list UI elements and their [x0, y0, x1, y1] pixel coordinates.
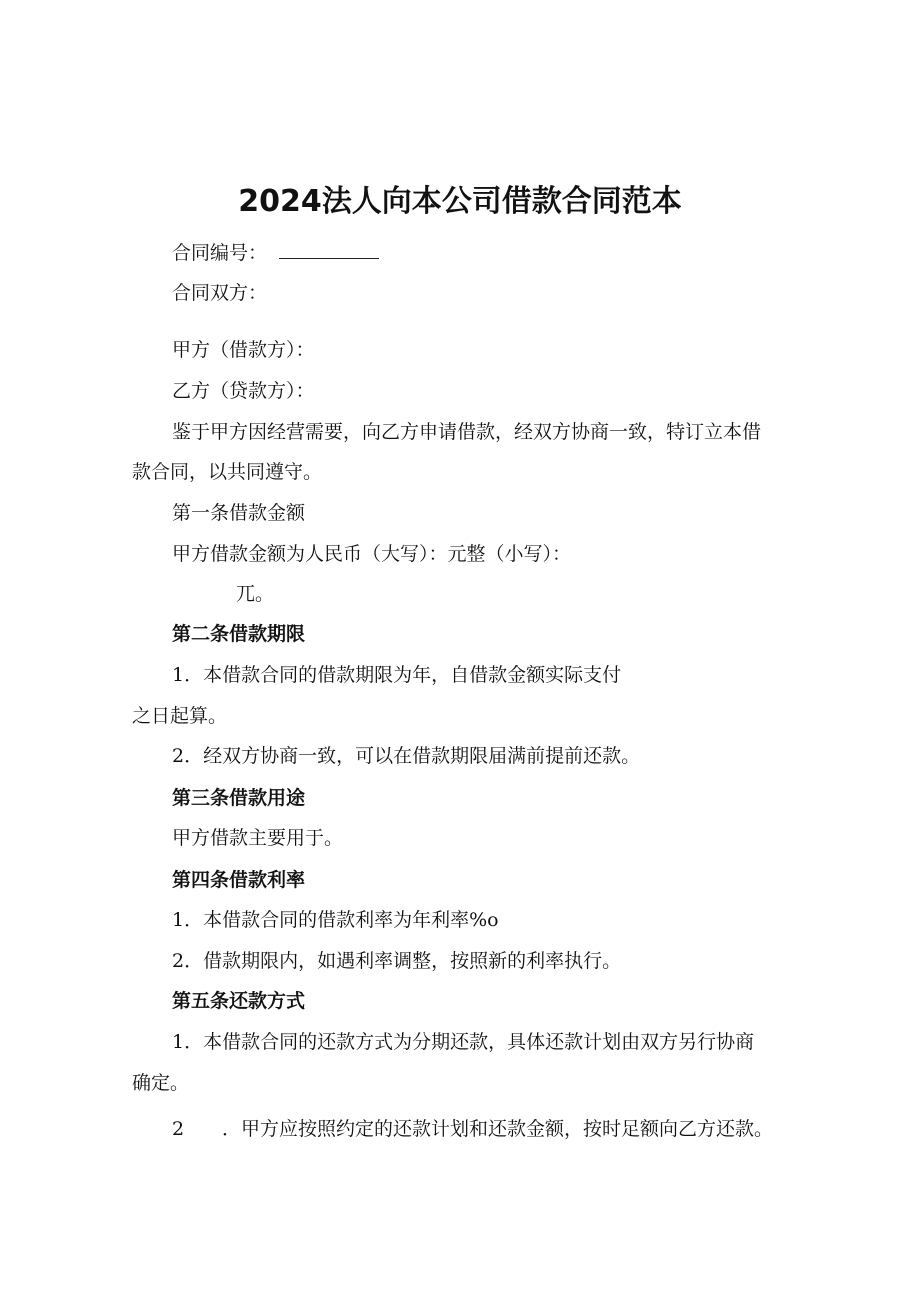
article-3-title: 第三条借款用途: [172, 787, 306, 809]
preamble-line-1: 鉴于甲方因经营需要，向乙方申请借款，经双方协商一致，特订立本借: [172, 421, 762, 443]
article-5-clause-1-line-1: 1．本借款合同的还款方式为分期还款，具体还款计划由双方另行协商: [172, 1031, 755, 1053]
article-5-clause-2-number: 2: [172, 1118, 185, 1140]
article-3-text: 甲方借款主要用于。: [172, 827, 344, 849]
party-b-label: 乙方（贷款方）：: [172, 380, 315, 402]
contract-number-blank: [279, 242, 379, 259]
article-4-title: 第四条借款利率: [172, 869, 306, 891]
article-2-clause-1-line-1: 1．本借款合同的借款期限为年，自借款金额实际支付: [172, 664, 622, 686]
party-a-label: 甲方（借款方）：: [172, 339, 315, 361]
preamble-line-2: 款合同，以共同遵守。: [132, 461, 323, 483]
article-1-unit: 兀。: [236, 583, 275, 605]
article-1-title: 第一条借款金额: [172, 502, 306, 524]
contract-number-label: 合同编号：: [172, 242, 268, 264]
article-1-text: 甲方借款金额为人民币（大写）：元整（小写）：: [172, 543, 572, 565]
article-2-title: 第二条借款期限: [172, 623, 306, 645]
article-2-clause-2: 2．经双方协商一致，可以在借款期限届满前提前还款。: [172, 745, 641, 767]
article-4-clause-1: 1．本借款合同的借款利率为年利率%o: [172, 909, 499, 931]
article-2-clause-1-line-2: 之日起算。: [132, 705, 228, 727]
contract-number-line: [172, 242, 379, 263]
document-title: 2024法人向本公司借款合同范本: [238, 184, 682, 219]
article-5-title: 第五条还款方式: [172, 990, 306, 1012]
article-5-clause-2-text: ．甲方应按照约定的还款计划和还款金额，按时足额向乙方还款。: [222, 1118, 774, 1140]
article-4-clause-2: 2．借款期限内，如遇利率调整，按照新的利率执行。: [172, 950, 622, 972]
parties-label: 合同双方：: [172, 282, 268, 304]
article-5-clause-1-line-2: 确定。: [132, 1072, 190, 1094]
